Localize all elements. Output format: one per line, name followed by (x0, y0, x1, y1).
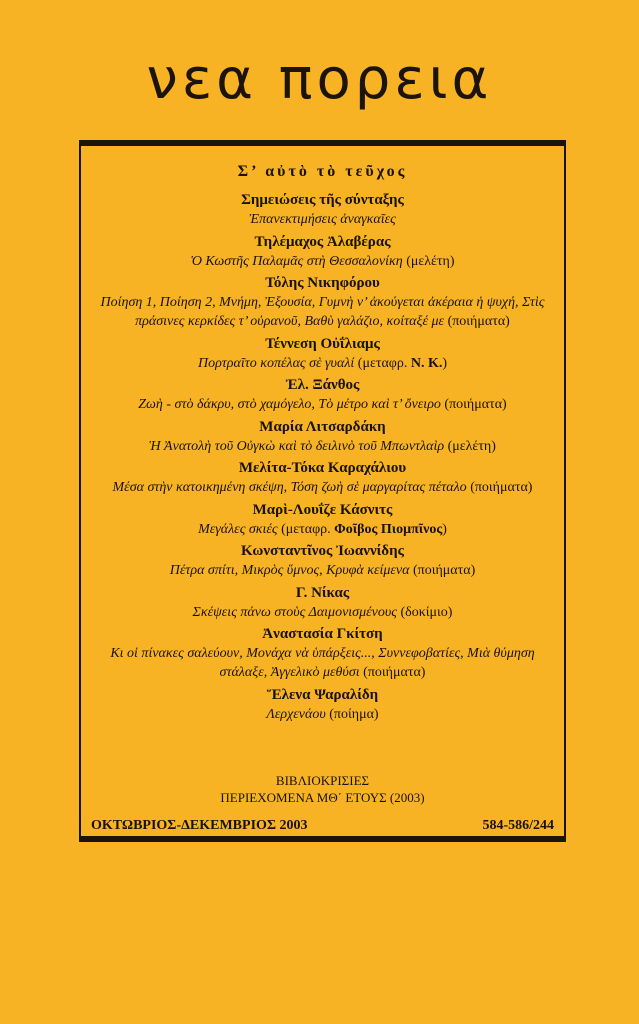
entry-author: Ἀναστασία Γκίτση (262, 626, 383, 642)
entry-genre: (ποιήματα) (412, 563, 476, 578)
annual-index-label: ΠΕΡΙΕΧΟΜΕΝΑ ΜΘ΄ ΕΤΟΥΣ (2003) (220, 790, 425, 805)
contents-entry (85, 334, 560, 373)
entry-author: Ἐλ. Ξάνθος (285, 377, 360, 393)
entry-work: Πορτραῖτο κοπέλας σὲ γυαλί (μεταφρ. Ν. Κ.) (197, 355, 448, 371)
contents-entry (85, 685, 560, 724)
entry-author: Τέννεση Οὐΐλιαμς (265, 335, 380, 352)
entry-author: Τόλης Νικηφόρου (265, 275, 380, 291)
entry-author: Γ. Νίκας (295, 584, 350, 601)
contents-entry (85, 500, 560, 539)
contents-entry (85, 541, 560, 580)
entry-genre: (μελέτη) (447, 438, 496, 454)
back-matter (81, 772, 564, 806)
entry-genre: (ποίημα) (329, 706, 379, 722)
contents-frame (79, 140, 566, 842)
contents-entry (85, 624, 560, 682)
contents-heading: Σ’ αὐτὸ τὸ τεῦχος (237, 163, 408, 180)
entry-work: Ποίηση 1, Ποίηση 2, Μνήμη, Ἐξουσία, Γυμνὴ ν’ ἀκούγεται ἀκέραια ἡ ψυχή, Στὶς πράσινες κερκίδες τ’ οὐρανοῦ, Βαθὺ γαλάζιο, κοίταξέ με (ποιήματα) (100, 295, 545, 329)
entry-work: Σκέψεις πάνω στοὺς Δαιμονισμένους (δοκίμιο) (192, 604, 453, 620)
entry-genre: (μεταφρ. (281, 521, 331, 537)
contents-entry (85, 583, 560, 622)
entry-genre: (μελέτη) (406, 253, 455, 269)
book-reviews-label: ΒΙΒΛΙΟΚΡΙΣΙΕΣ (275, 773, 370, 788)
entry-work: Ζωὴ - στὸ δάκρυ, στὸ χαμόγελο, Τὸ μέτρο καὶ τ’ ὄνειρο (ποιήματα) (138, 397, 507, 412)
entry-genre: (ποιήματα) (447, 314, 510, 329)
entry-work: Λερχενάου (ποίημα) (266, 706, 379, 722)
entry-work: Ἐπανεκτιμήσεις ἀναγκαῖες (249, 212, 396, 227)
entry-author: Μαρὶ-Λουΐζε Κάσνιτς (252, 501, 393, 518)
contents-entry (85, 190, 560, 229)
entry-genre: (ποιήματα) (470, 480, 533, 495)
entry-genre: (ποιήματα) (444, 397, 507, 412)
entry-author: Ἕλενα Ψαραλίδη (266, 686, 379, 703)
issue-date: ΟΚΤΩΒΡΙΟΣ-ΔΕΚΕΜΒΡΙΟΣ 2003 (91, 818, 308, 833)
contents-entry (85, 375, 560, 414)
contents-list (85, 190, 560, 726)
entry-work: Μέσα στὴν κατοικημένη σκέψη, Τόση ζωὴ σὲ μαργαρίτας πέταλο (ποιήματα) (112, 480, 533, 495)
contents-entry (85, 417, 560, 456)
entry-author: Σημειώσεις τῆς σύνταξης (241, 192, 404, 208)
entry-work: Ὁ Κωστῆς Παλαμᾶς στὴ Θεσσαλονίκη (μελέτη) (190, 253, 455, 269)
issue-number: 584-586/244 (482, 818, 554, 833)
entry-author: Μελίτα-Τόκα Καραχάλιου (238, 460, 407, 476)
entry-author: Τηλέμαχος Ἀλαβέρας (254, 233, 391, 250)
translator-name: Φοῖβος Πιομπῖνος (334, 521, 443, 537)
entry-work: Μεγάλες σκιές (μεταφρ. Φοῖβος Πιομπῖνος) (198, 521, 447, 537)
entry-genre: (μεταφρ. (357, 355, 408, 371)
entry-genre: (ποιήματα) (363, 665, 426, 680)
issue-footer (91, 818, 554, 834)
translator-name: Ν. Κ. (410, 355, 443, 371)
contents-entry (85, 458, 560, 497)
contents-entry (85, 232, 560, 271)
entry-work: Πέτρα σπίτι, Μικρὸς ὕμνος, Κρυφὰ κείμενα (ποιήματα) (169, 563, 476, 578)
entry-author: Κωνσταντῖνος Ἰωαννίδης (241, 543, 404, 559)
entry-author: Μαρία Λιτσαρδάκη (259, 418, 386, 435)
contents-entry (85, 273, 560, 331)
entry-work: Κι οἱ πίνακες σαλεύουν, Μονάχα νὰ ὑπάρξεις..., Συννεφοβατίες, Μιὰ θύμηση στάλαξε, Ἀγγελικὸ μεθύσι (ποιήματα) (110, 646, 535, 680)
magazine-title: νεα πορεια (146, 47, 493, 112)
entry-genre: (δοκίμιο) (400, 604, 453, 620)
entry-work: Ἡ Ἀνατολὴ τοῦ Οὐγκὼ καὶ τὸ δειλινὸ τοῦ Μπωντλαὶρ (μελέτη) (149, 438, 496, 454)
